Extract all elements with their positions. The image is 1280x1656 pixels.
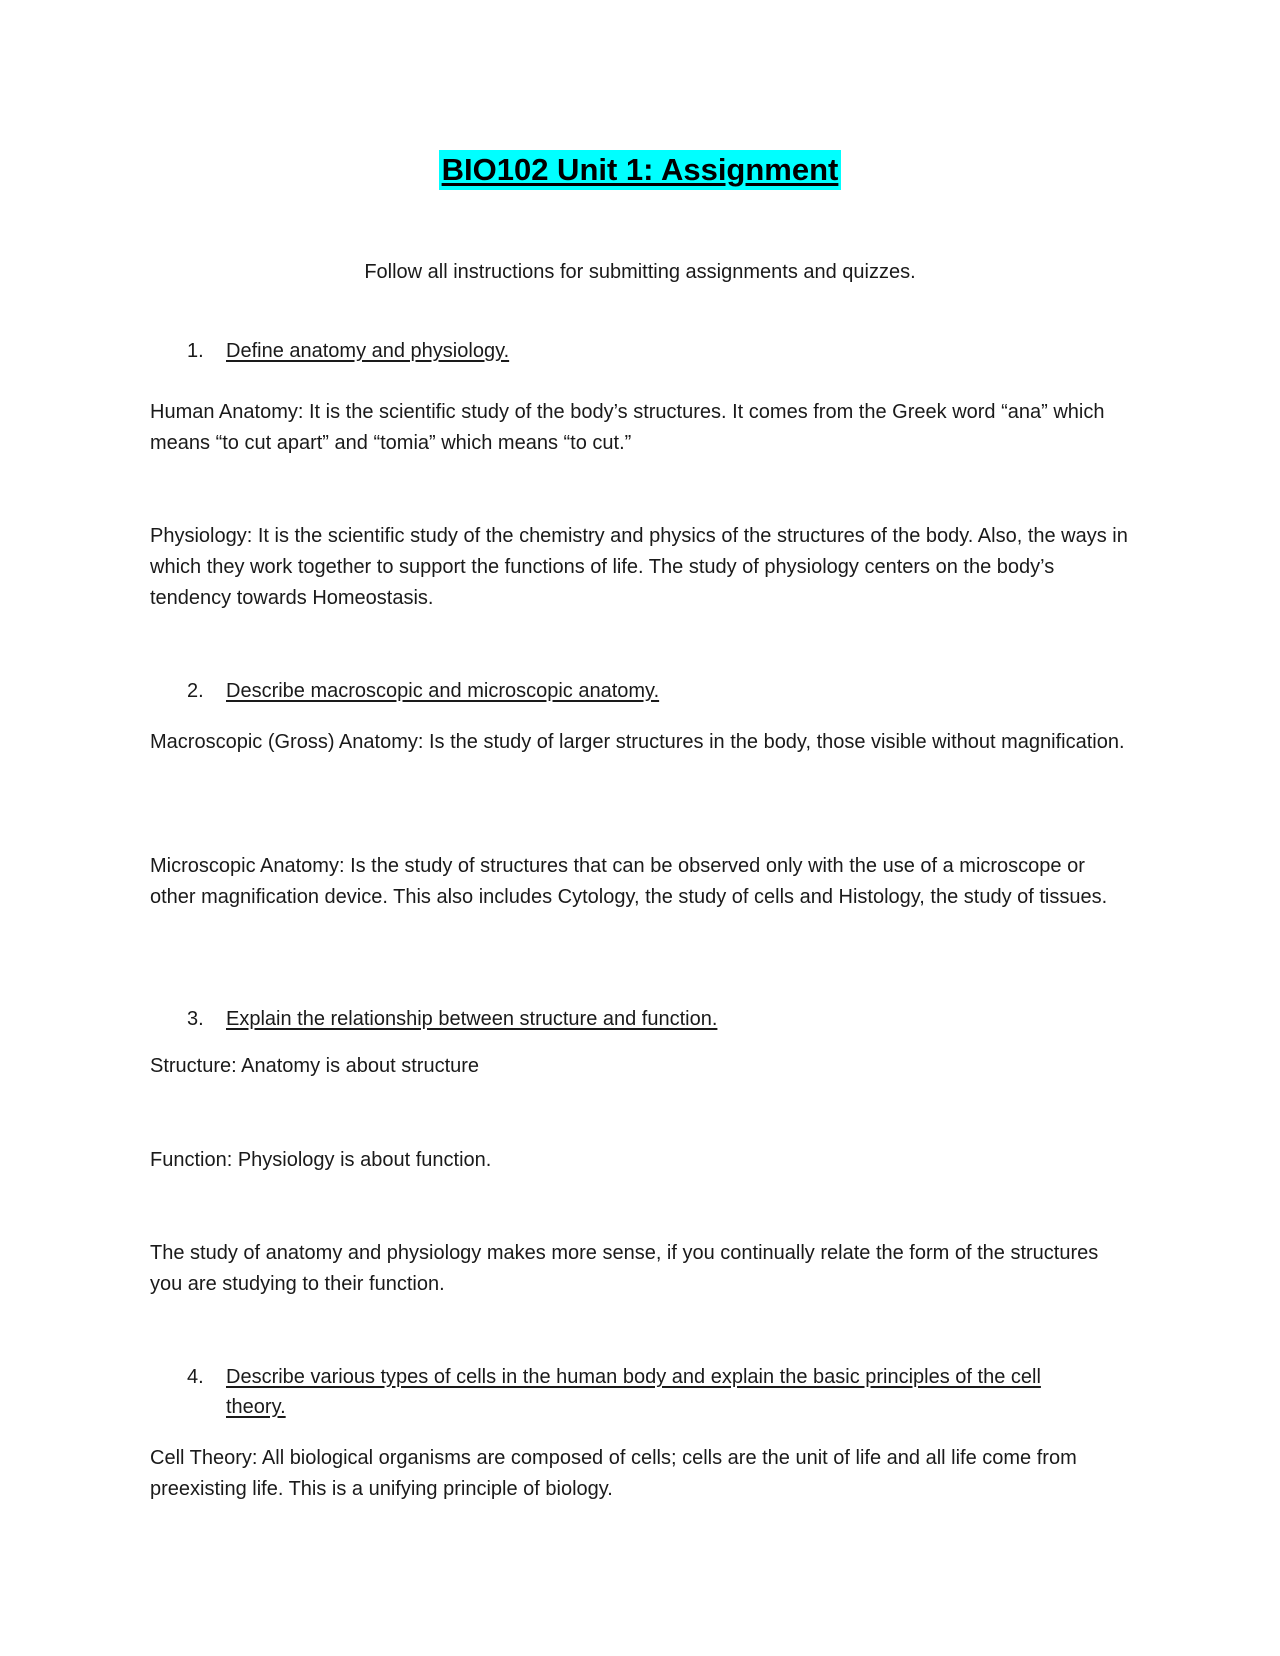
answer-paragraph: The study of anatomy and physiology makes more sense, if you continually relate the form of the structures you are studying to their function. [150,1242,1099,1295]
question-1 [187,336,1087,366]
answer-paragraph: Structure: Anatomy is about structure [150,1055,480,1077]
question-prompt: Define anatomy and physiology. [226,340,510,362]
question-number: 3. [187,1008,204,1030]
answer-paragraph: Cell Theory: All biological organisms are composed of cells; cells are the unit of life and all life come from preexisting life. This is a unifying principle of biology. [150,1447,1077,1500]
answer-paragraph: Human Anatomy: It is the scientific study of the body’s structures. It comes from the Greek word “ana” which means “to cut apart” and “tomia” which means “to cut.” [150,401,1105,454]
question-prompt: Describe macroscopic and microscopic anatomy. [226,680,660,702]
question-prompt: Describe various types of cells in the human body and explain the basic principles of the cell theory. [226,1366,1041,1418]
question-number: 1. [187,340,204,362]
title-container [0,150,1280,190]
answer-paragraph: Macroscopic (Gross) Anatomy: Is the study of larger structures in the body, those visible without magnification. [150,731,1125,753]
question-number: 4. [187,1366,204,1388]
answer-paragraph: Physiology: It is the scientific study of the chemistry and physics of the structures of the body. Also, the ways in which they work together to support the functions of life. The study of physiology centers on the body’s tendency towards Homeostasis. [150,525,1128,609]
question-4 [187,1362,1087,1422]
question-prompt: Explain the relationship between structure and function. [226,1008,718,1030]
question-2 [187,676,1087,706]
document-title: BIO102 Unit 1: Assignment [439,150,842,190]
question-number: 2. [187,680,204,702]
instructions-text: Follow all instructions for submitting assignments and quizzes. [364,261,916,283]
answer-paragraph: Function: Physiology is about function. [150,1149,492,1171]
answer-paragraph: Microscopic Anatomy: Is the study of structures that can be observed only with the use of a microscope or other magnification device. This also includes Cytology, the study of cells and Histology, the study of tissues. [150,855,1108,908]
question-3 [187,1004,1087,1034]
